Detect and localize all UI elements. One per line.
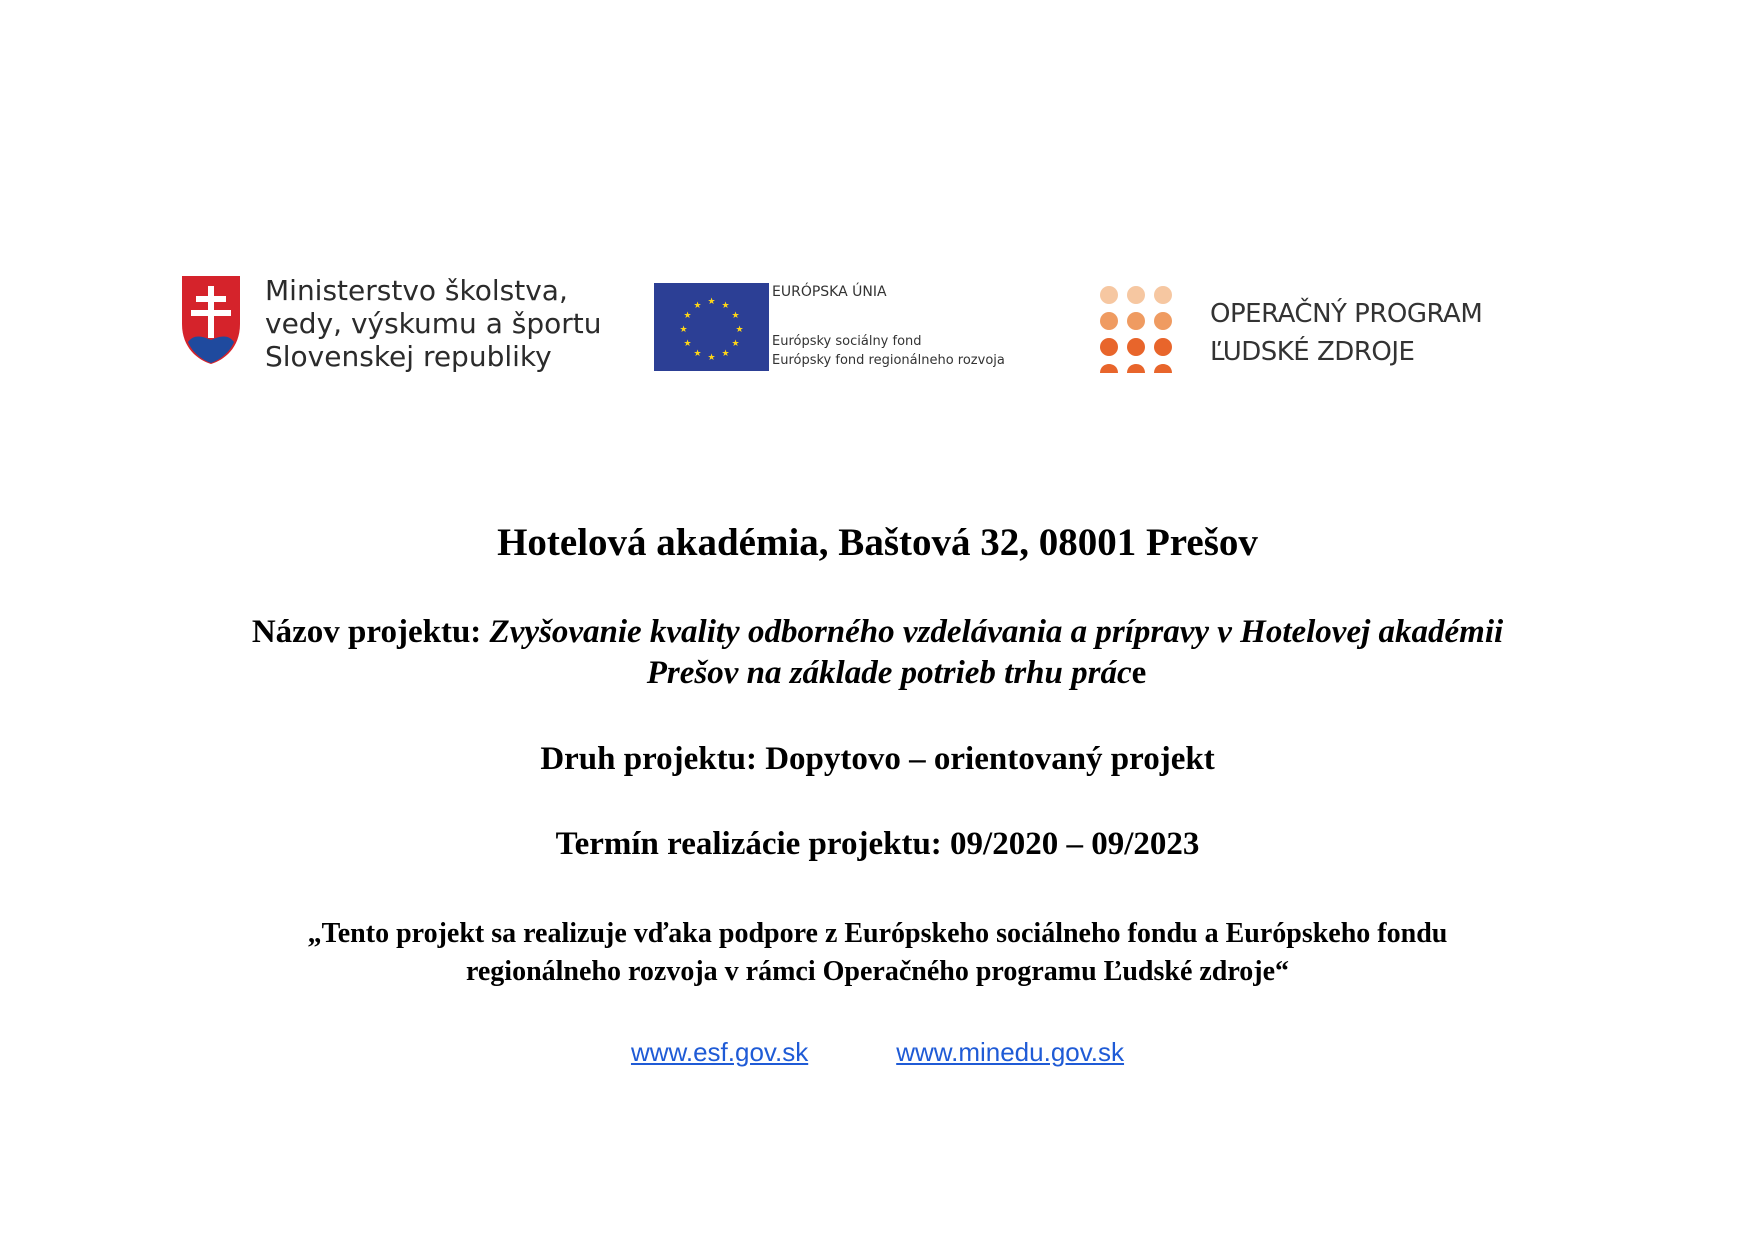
school-address: Hotelová akadémia, Baštová 32, 08001 Prešov [497,521,1258,564]
project-name-label: Názov projektu: [251,614,482,650]
project-type: Druh projektu: Dopytovo – orientovaný projekt [540,741,1215,777]
project-name-text-cont: Prešov na základe potrieb trhu prác [646,655,1132,691]
svg-text:★: ★ [693,349,702,359]
project-term: Termín realizácie projektu: 09/2020 – 09/2023 [555,826,1200,862]
svg-text:★: ★ [679,325,688,335]
slovak-coat-of-arms-icon [180,274,242,366]
svg-text:★: ★ [707,297,716,307]
svg-text:★: ★ [731,339,740,349]
eu-funds: Európsky sociálny fond Európsky fond regionálneho rozvoja [772,334,1005,368]
svg-text:★: ★ [707,353,716,363]
eu-title: EURÓPSKA ÚNIA [772,284,887,300]
eu-flag-icon [654,283,769,371]
project-name-tail: e [1131,655,1147,691]
svg-text:★: ★ [721,301,730,311]
eu-stars [654,283,769,371]
project-name-line1 [0,614,1755,651]
project-name-text: Zvyšovanie kvality odborného vzdelávania a prípravy v Hotelovej akadémii [489,614,1504,650]
op-logo [1098,285,1518,375]
eu-logo [654,283,1054,373]
link-row [0,1037,1755,1068]
esf-link[interactable]: www.esf.gov.sk [630,1037,809,1067]
people-dots-icon [1098,285,1178,375]
svg-text:★: ★ [683,311,692,321]
svg-text:★: ★ [731,311,740,321]
minedu-link[interactable]: www.minedu.gov.sk [896,1037,1125,1067]
project-name-line2 [0,655,1755,692]
funding-quote-line2: regionálneho rozvoja v rámci Operačného programu Ľudské zdroje“ [465,956,1290,987]
op-name: OPERAČNÝ PROGRAM ĽUDSKÉ ZDROJE [1210,299,1483,367]
svg-text:★: ★ [683,339,692,349]
svg-text:★: ★ [693,301,702,311]
ministry-name: Ministerstvo školstva, vedy, výskumu a športu Slovenskej republiky [265,274,602,373]
svg-text:★: ★ [721,349,730,359]
svg-text:★: ★ [735,325,744,335]
ministry-logo [180,270,620,380]
logo-bar [0,0,1755,420]
funding-quote-line1: „Tento projekt sa realizuje vďaka podpore z Európskeho sociálneho fondu a Európskeho fondu [307,918,1448,949]
